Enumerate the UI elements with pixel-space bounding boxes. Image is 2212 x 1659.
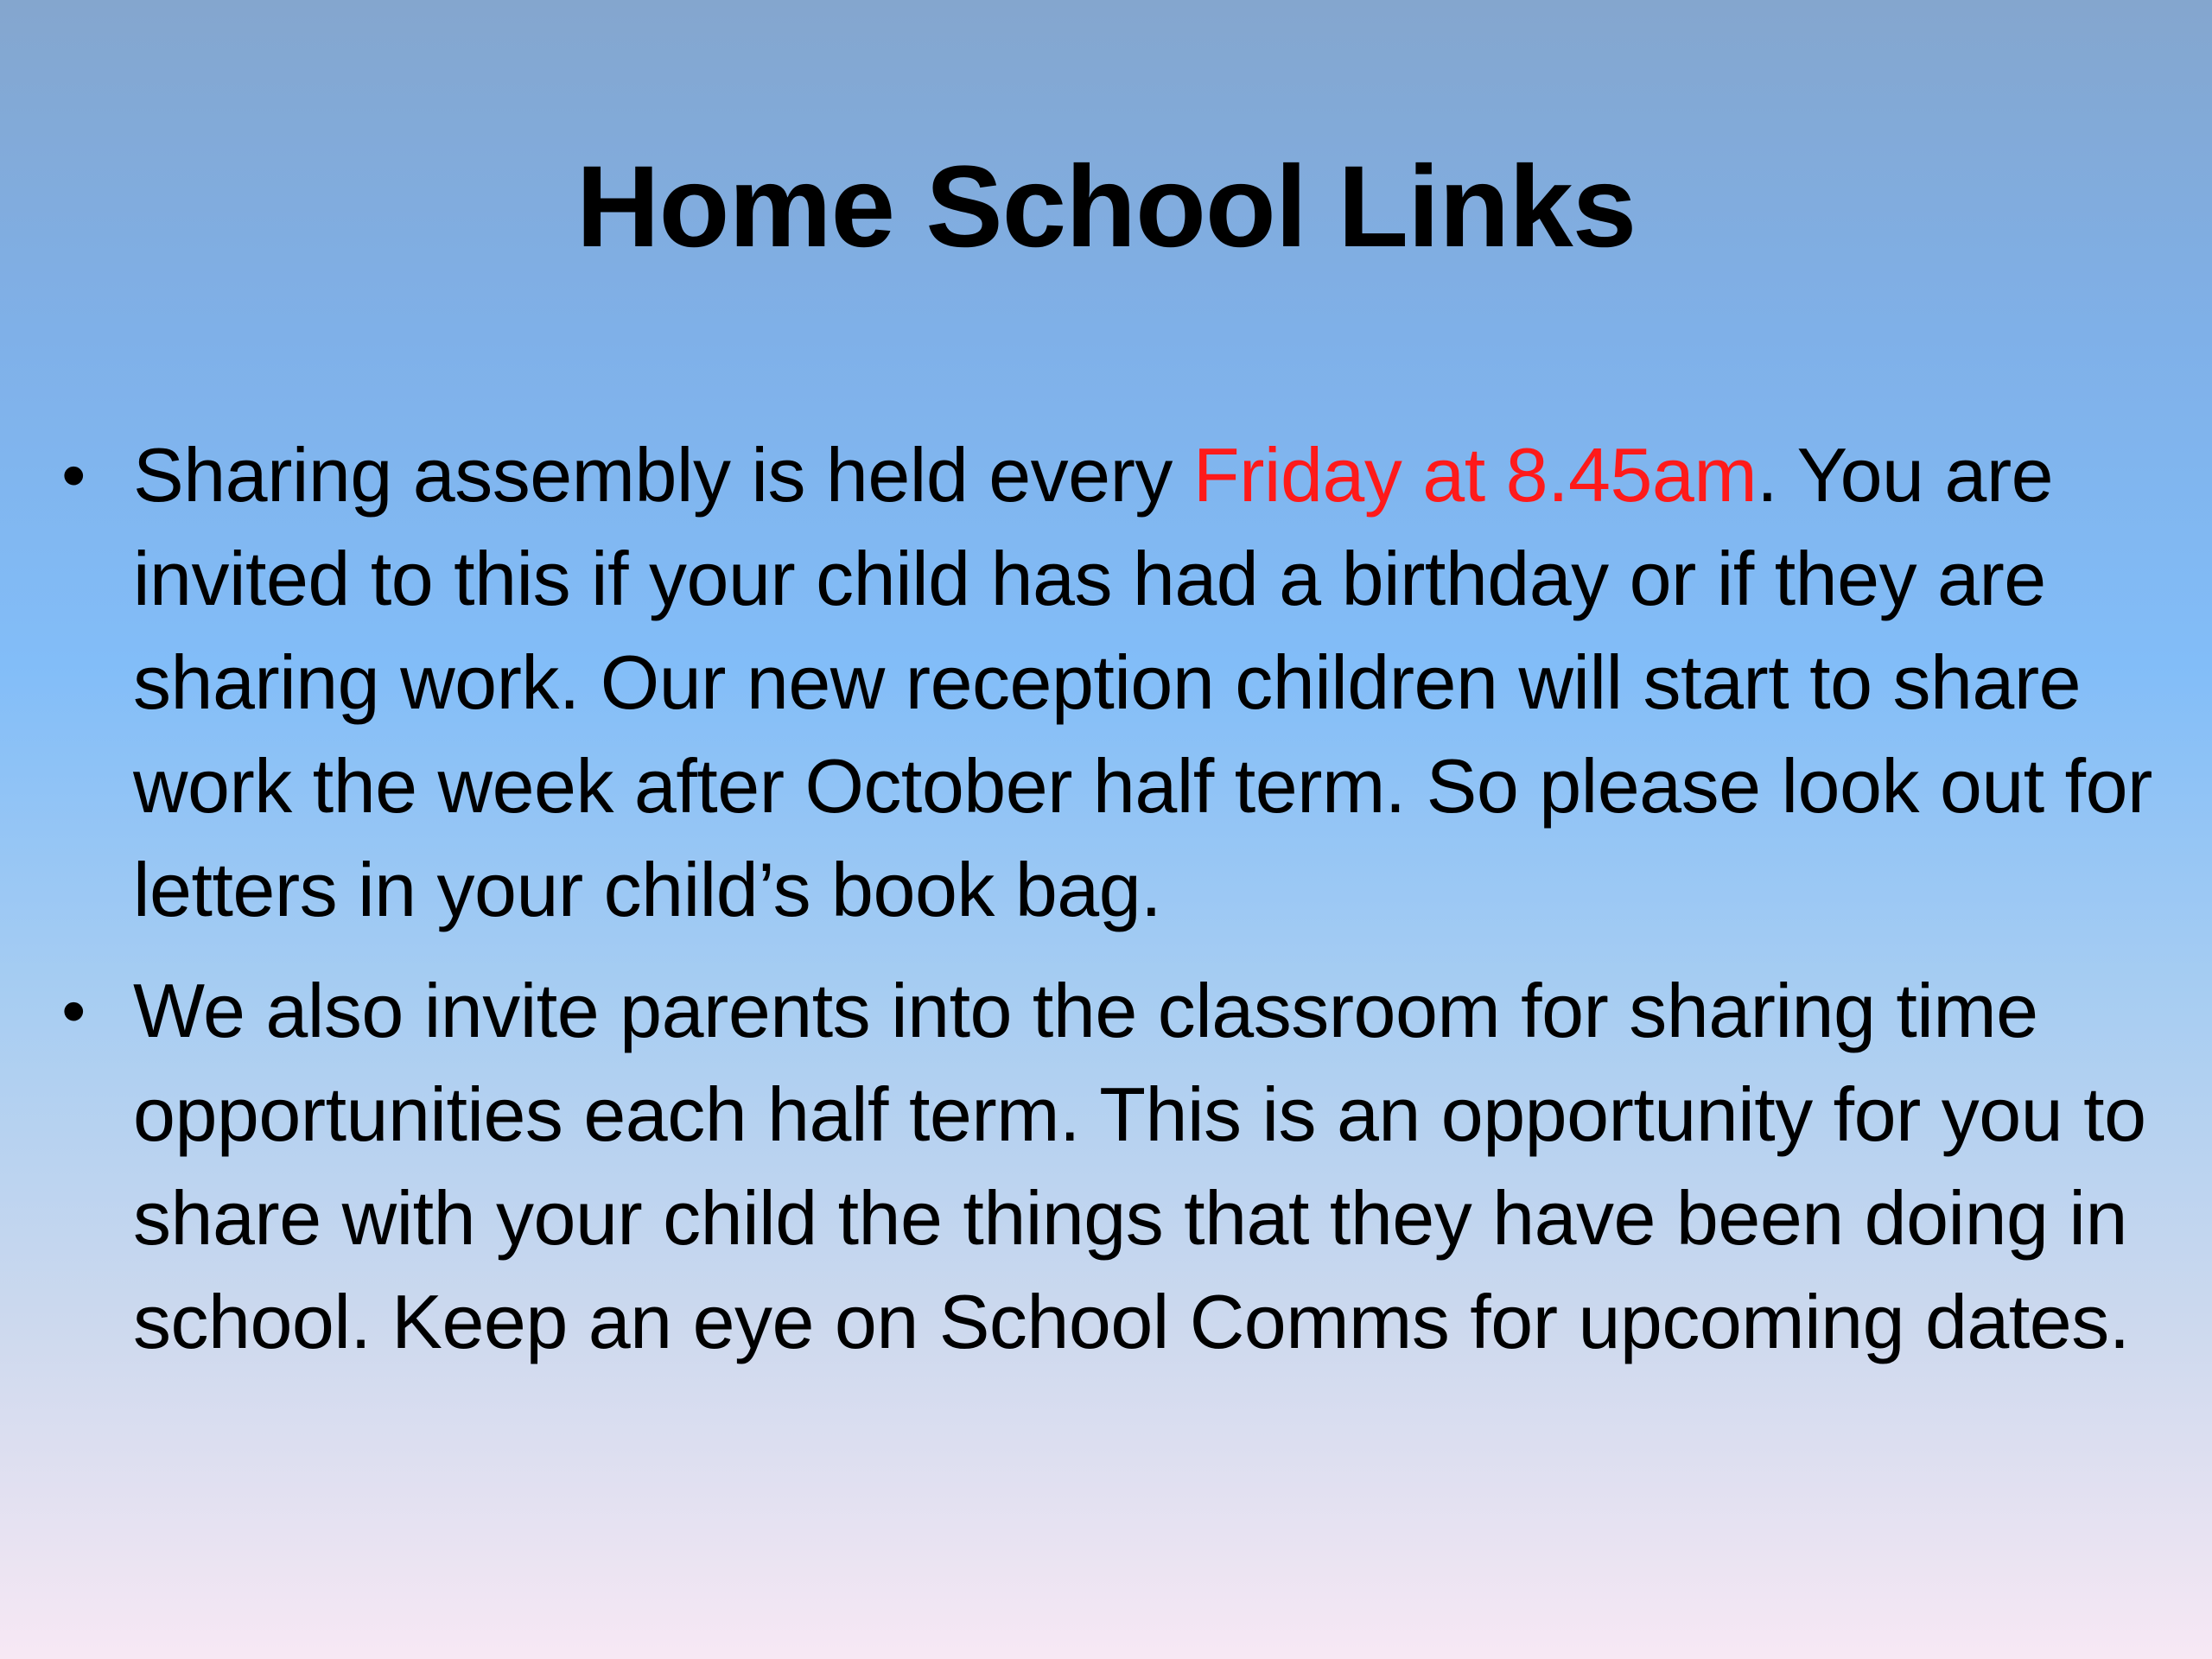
slide-title: Home School Links xyxy=(575,143,1637,271)
highlight-friday-time: Friday at 8.45am xyxy=(1192,432,1758,518)
bullet-text-before: Sharing assembly is held every xyxy=(133,432,1193,518)
bullet-icon: • xyxy=(61,972,86,1049)
bullet-item-assembly xyxy=(52,423,2160,942)
bullet-text-after: . You are invited to this if your child has had a birthday or if they are sharing work. Our new reception children will start to share work the week after October half term. So please look out for letters in your child’s book bag. xyxy=(133,432,2152,932)
bullet-icon: • xyxy=(61,436,86,513)
bullet-text: We also invite parents into the classroom for sharing time opportunities each half term. This is an opportunity for you to share with your child the things that they have been doing in school. Keep an eye on School Comms for upcoming dates. xyxy=(133,968,2146,1364)
bullet-list xyxy=(52,423,2160,1391)
bullet-item-sharing-time xyxy=(52,959,2160,1374)
